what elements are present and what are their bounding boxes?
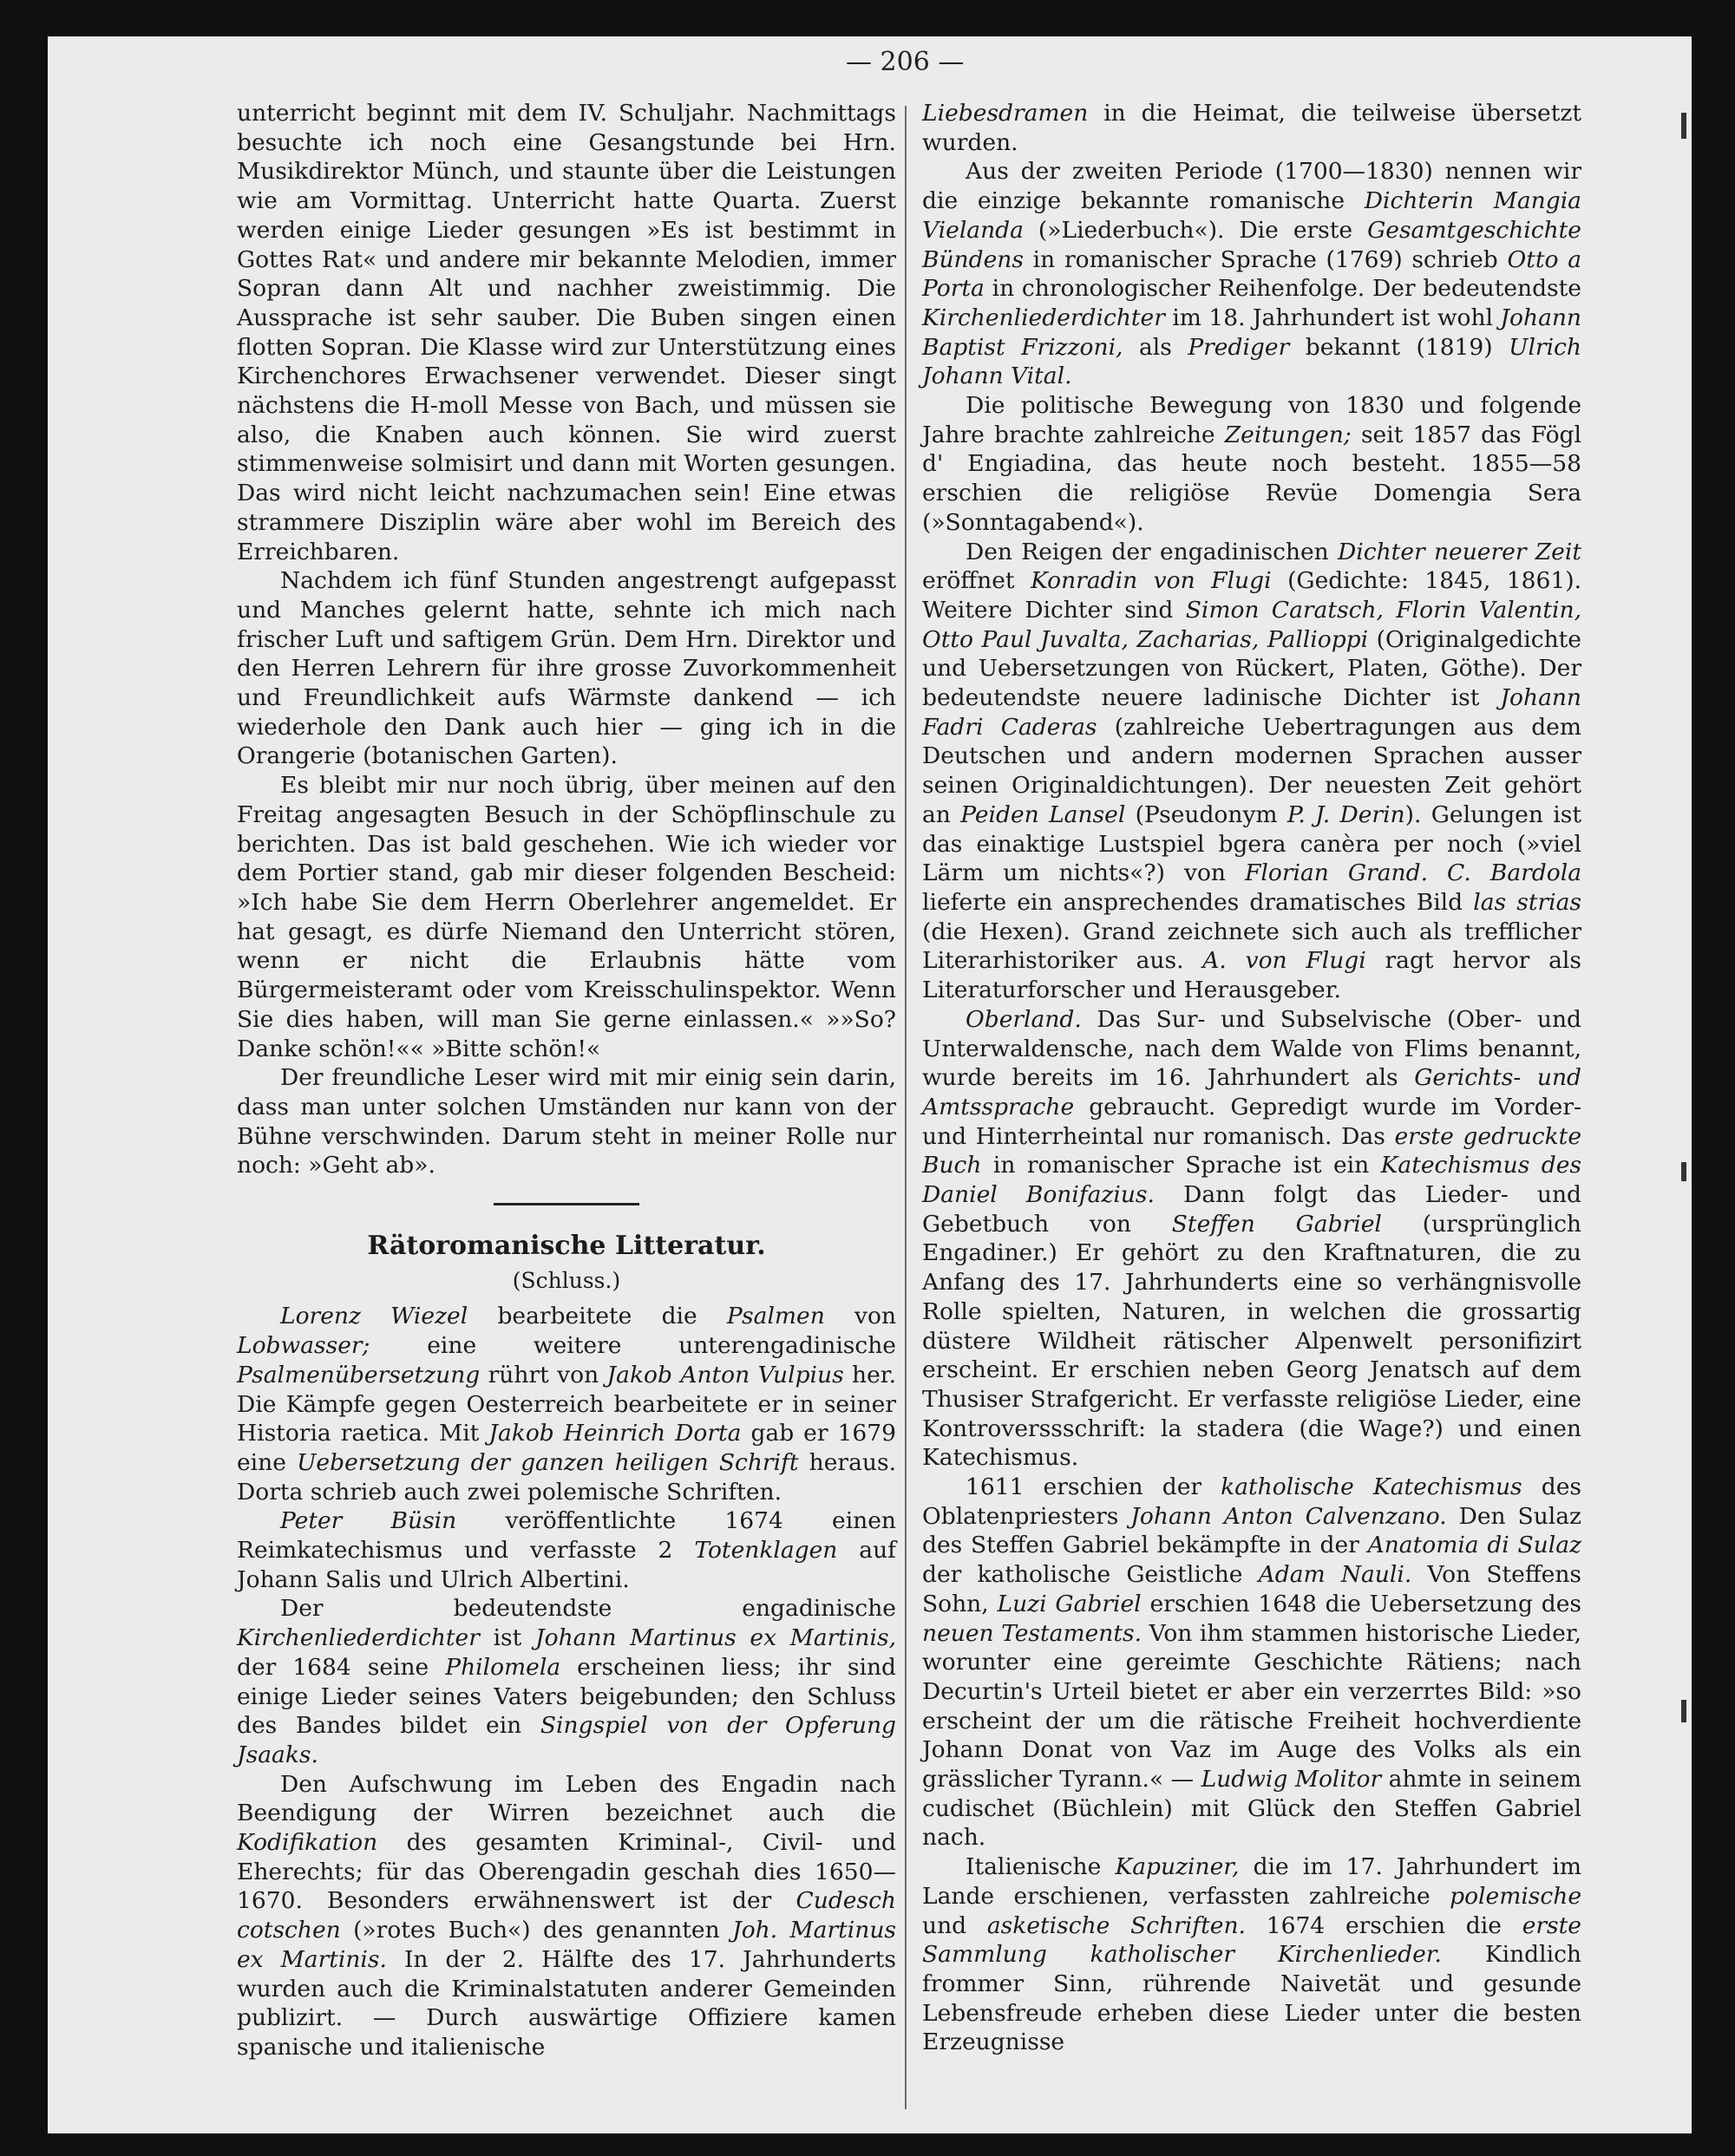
article-title: Rätoromanische Litteratur. xyxy=(367,1231,766,1262)
right-paragraphs xyxy=(922,99,1581,2057)
text-run: Nachdem ich fünf Stunden angestrengt aufgepasst und Manches gelernt hatte, sehnte ich mich nach frischer Luft und saftigem Grün. Dem Hrn. Direktor und den Herren Lehrern für ihre grosse Zuvorkommenheit und Freundlichkeit aufs Wärmste dankend — ich wiederhole den Dank auch hier — ging ich in die Orangerie (botanischen Garten). xyxy=(237,567,896,770)
column-divider xyxy=(905,106,907,2109)
edge-mark xyxy=(1681,113,1686,139)
italic-run: Ludwig Molitor xyxy=(1201,1766,1382,1793)
left-paragraphs-after xyxy=(237,1302,896,2061)
italic-run: Psalmenübersetzung xyxy=(237,1361,481,1388)
italic-run: Dichterin Mangia Vielanda xyxy=(922,187,1581,244)
text-run: bearbeitete die xyxy=(468,1303,727,1330)
italic-run: las strias xyxy=(1473,888,1582,916)
text-run: Von ihm stammen historische Lieder, worunter eine gereimte Geschichte Rätiens; nach Decurtin's Urteil bietet er aber ein verzerrtes Bild: »so erscheint der um die rätische Freiheit hochverdiente Johann Donat von Vaz im Auge des Volks als ein grässlicher Tyrann.« — xyxy=(922,1619,1582,1793)
italic-run: Cudesch cotschen xyxy=(237,1887,896,1944)
right-column xyxy=(922,99,1581,2057)
italic-run: katholische Katechismus xyxy=(1221,1473,1522,1501)
text-run: Kindlich frommer Sinn, rührende Naivetät und gesunde Lebensfreude erheben diese Lieder unter die besten Erzeugnisse xyxy=(922,1941,1581,2056)
italic-run: polemische xyxy=(1450,1882,1581,1910)
paragraph xyxy=(237,1770,896,2062)
paragraph xyxy=(922,391,1581,538)
italic-run: Singspiel von der Opferung Jsaaks. xyxy=(237,1712,896,1768)
text-run: Italienische xyxy=(966,1853,1116,1881)
italic-run: Otto a Porta xyxy=(922,245,1581,303)
italic-run: Jakob Anton Vulpius xyxy=(606,1361,844,1388)
text-run: eine weitere unterengadinische xyxy=(370,1332,896,1360)
italic-run: Florian Grand. C. Bardola xyxy=(1245,859,1581,887)
text-run: die im 17. Jahrhundert im Lande erschienen, verfassten zahlreiche xyxy=(922,1853,1581,1910)
text-run: auf Johann Salis und Ulrich Albertini. xyxy=(237,1537,896,1593)
text-run: Das Sur- und Subselvische (Ober- und Unterwaldensche, nach dem Walde von Flims benannt, wurde bereits im 16. Jahrhundert als xyxy=(922,1005,1581,1092)
text-run: (Gedichte: 1845, 1861). Weitere Dichter sind xyxy=(922,567,1581,624)
text-run: der katholische Geistliche xyxy=(922,1561,1259,1589)
text-run: ist xyxy=(479,1624,535,1652)
paragraph xyxy=(237,1594,896,1769)
paragraph xyxy=(922,1852,1581,2057)
text-run: (ursprünglich Engadiner.) Er gehört zu den Kraftnaturen, die zu Anfang des 17. Jahrhunderts eine so verhängnisvolle Rolle spielten, Naturen, in welchen die grossartig düstere Wildheit rätischer Alpenwelt personifizirt erscheint. Er erschien neben Georg Jenatsch auf dem Thusiser Strafgericht. Er verfasste religiöse Lieder, eine Kontroverssschrift: la stadera (die Wage?) und einen Katechismus. xyxy=(922,1210,1581,1472)
italic-run: Johann Baptist Frizzoni, xyxy=(922,304,1581,361)
text-run: (»rotes Buch«) des genannten xyxy=(340,1917,733,1944)
text-run: (Pseudonym xyxy=(1125,800,1287,828)
italic-run: Adam Nauli. xyxy=(1258,1561,1412,1589)
italic-run: Anatomia di Sulaz xyxy=(1367,1532,1581,1559)
edge-mark xyxy=(1681,1700,1686,1722)
paragraph xyxy=(922,99,1581,157)
italic-run: Gesamtgeschichte Bündens xyxy=(922,216,1581,273)
text-run: des Oblatenpriesters xyxy=(922,1473,1581,1530)
text-run: veröffentlichte 1674 einen Reimkatechismus und verfasste 2 xyxy=(237,1507,896,1565)
italic-run: Joh. Martinus ex Martinis. xyxy=(237,1917,897,1973)
text-run: Die politische Bewegung von 1830 und folgende Jahre brachte zahlreiche xyxy=(922,392,1581,448)
italic-run: Katechismus des Daniel Bonifazius. xyxy=(922,1152,1581,1209)
italic-run: Konradin von Flugi xyxy=(1031,567,1272,595)
text-run: Aus der zweiten Periode (1700—1830) nennen wir die einzige bekannte romanische xyxy=(922,158,1581,215)
text-run: heraus. Dorta schrieb auch zwei polemische Schriften. xyxy=(237,1448,896,1506)
text-run: Von Steffens Sohn, xyxy=(922,1561,1581,1617)
italic-run: Johann Fadri Caderas xyxy=(922,684,1581,741)
left-column xyxy=(237,99,896,2062)
page-number: — 206 — xyxy=(846,47,965,77)
italic-run: Peiden Lansel xyxy=(960,800,1126,828)
text-run: Dann folgt das Lieder- und Gebetbuch von xyxy=(922,1181,1581,1238)
text-run: her. Die Kämpfe gegen Oesterreich bearbeitete er in seiner Historia raetica. Mit xyxy=(237,1361,896,1447)
text-run: im 18. Jahrhundert ist wohl xyxy=(1164,304,1501,331)
text-run: Der bedeutendste engadinische xyxy=(280,1595,896,1623)
text-run: (»Liederbuch«). Die erste xyxy=(1023,216,1368,244)
text-run: (die Hexen). Grand zeichnete sich auch als trefflicher Literarhistoriker aus. xyxy=(922,918,1581,975)
italic-run: Steffen Gabriel xyxy=(1171,1210,1382,1238)
paragraph xyxy=(237,1302,896,1506)
italic-run: Uebersetzung der ganzen heiligen Schrift xyxy=(297,1448,799,1476)
italic-run: neuen Testaments. xyxy=(922,1619,1142,1647)
text-run: Den Reigen der engadinischen xyxy=(966,538,1339,565)
text-run: in die Heimat, die teilweise übersetzt wurden. xyxy=(922,100,1581,156)
italic-run: Totenklagen xyxy=(694,1537,838,1565)
italic-run: Oberland. xyxy=(966,1005,1082,1033)
section-rule xyxy=(494,1203,639,1205)
italic-run: Peter Büsin xyxy=(280,1507,457,1535)
italic-run: Jakob Heinrich Dorta xyxy=(488,1420,742,1447)
italic-run: Luzi Gabriel xyxy=(997,1590,1142,1617)
text-run: als xyxy=(1123,333,1188,361)
text-run: Der freundliche Leser wird mit mir einig sein darin, dass man unter solchen Umständen nur kann von der Bühne verschwinden. Darum steht in meiner Rolle nur noch: »Geht ab». xyxy=(237,1064,896,1179)
italic-run: Ulrich Johann Vital. xyxy=(922,333,1581,390)
italic-run: Psalmen xyxy=(726,1303,825,1330)
scanned-page xyxy=(48,36,1692,2133)
italic-run: erste Sammlung katholischer Kirchenlieder. xyxy=(922,1911,1581,1969)
italic-run: erste gedruckte Buch xyxy=(922,1122,1581,1179)
text-run: In der 2. Hälfte des 17. Jahrhunderts wurden auch die Kriminalstatuten anderer Gemeinden publizirt. — Durch auswärtige Offiziere kamen spanische und italienische xyxy=(237,1945,896,2061)
italic-run: Simon Caratsch, Florin Valentin, Otto Paul Juvalta, Zacharias, Pallioppi xyxy=(922,596,1581,653)
paragraph xyxy=(922,157,1581,391)
paragraph xyxy=(922,1005,1581,1473)
article-subtitle: (Schluss.) xyxy=(512,1267,621,1293)
text-run: ahmte in seinem cudischet (Büchlein) mit Glück den Steffen Gabriel nach. xyxy=(922,1766,1582,1852)
text-run: Den Sulaz des Steffen Gabriel bekämpfte in der xyxy=(922,1502,1581,1559)
text-run: bekannt (1819) xyxy=(1289,333,1509,361)
italic-run: Kirchenliederdichter xyxy=(237,1624,480,1652)
paragraph xyxy=(237,1506,896,1594)
italic-run: Philomela xyxy=(445,1653,561,1681)
text-run: des gesamten Kriminal-, Civil- und Eherechts; für das Oberengadin geschah dies 1650—1670. Besonders erwähnenswert ist der xyxy=(237,1829,896,1915)
italic-run: P. J. Derin xyxy=(1287,800,1405,828)
italic-run: Johann Martinus ex Martinis, xyxy=(535,1624,896,1652)
text-run: und xyxy=(922,1911,987,1939)
italic-run: Lorenz Wiezel xyxy=(280,1303,468,1330)
paragraph xyxy=(237,1063,896,1180)
italic-run: Gerichts- und Amtssprache xyxy=(922,1064,1581,1120)
italic-run: Johann Anton Calvenzano. xyxy=(1130,1502,1447,1530)
italic-run: Lobwasser; xyxy=(237,1332,370,1360)
italic-run: Kirchenliederdichter xyxy=(922,304,1165,331)
text-run: rührt von xyxy=(480,1361,607,1388)
italic-run: Zeitungen; xyxy=(1224,421,1352,448)
text-run: lieferte ein ansprechendes dramatisches Bild xyxy=(922,888,1474,916)
text-run: Den Aufschwung im Leben des Engadin nach Beendigung der Wirren bezeichnet auch die xyxy=(237,1770,896,1827)
text-run: in romanischer Sprache ist ein xyxy=(981,1152,1381,1179)
text-run: erscheinen liess; ihr sind einige Lieder seines Vaters beigebunden; den Schluss des Bandes bildet ein xyxy=(237,1653,896,1740)
text-run: (Originalgedichte und Uebersetzungen von Rückert, Platen, Göthe). Der bedeutendste neuere ladinische Dichter ist xyxy=(922,625,1581,712)
text-run: gebraucht. Gepredigt wurde im Vorder- und Hinterrheintal nur romanisch. Das xyxy=(922,1093,1581,1150)
paragraph xyxy=(922,538,1581,1005)
left-paragraphs-before xyxy=(237,99,896,1180)
italic-run: Dichter neuerer Zeit xyxy=(1338,538,1581,565)
text-run: in chronologischer Reihenfolge. Der bedeutendste xyxy=(984,275,1581,303)
paragraph xyxy=(237,771,896,1063)
italic-run: asketische Schriften. xyxy=(986,1911,1246,1939)
text-run: erschien 1648 die Uebersetzung des xyxy=(1141,1590,1581,1617)
text-run: gab er 1679 eine xyxy=(237,1420,896,1476)
paragraph xyxy=(922,1473,1581,1852)
text-run: 1611 erschien der xyxy=(966,1473,1221,1501)
italic-run: Kodifikation xyxy=(237,1829,378,1857)
paragraph xyxy=(237,99,896,566)
edge-mark xyxy=(1681,1162,1686,1181)
text-run: ). Gelungen ist das einaktige Lustspiel bgera canèra per noch (»viel Lärm um nichts«?) von xyxy=(922,800,1581,887)
text-run: Es bleibt mir nur noch übrig, über meinen auf den Freitag angesagten Besuch in der Schöpflinschule zu berichten. Das ist bald geschehen. Wie ich wieder vor dem Portier stand, gab mir dieser folgenden Bescheid: »Ich habe Sie dem Herrn Oberlehrer angemeldet. Er hat gesagt, es dürfe Niemand den Unterricht stören, wenn er nicht die Erlaubnis hätte vom Bürgermeisteramt oder vom Kreisschulinspektor. Wenn Sie dies haben, will man Sie gerne einlassen.« »»So? Danke schön!«« »Bitte schön!« xyxy=(237,772,896,1062)
paragraph xyxy=(237,566,896,771)
text-run: von xyxy=(824,1303,897,1330)
text-run: in romanischer Sprache (1769) schrieb xyxy=(1023,245,1508,273)
text-run: ragt hervor als Literaturforscher und Herausgeber. xyxy=(922,947,1581,1004)
text-run: unterricht beginnt mit dem IV. Schuljahr. Nachmittags besuchte ich noch eine Gesangstunde bei Hrn. Musikdirektor Münch, und staunte über die Leistungen wie am Vormittag. Unterricht hatte Quarta. Zuerst werden einige Lieder gesungen »Es ist bestimmt in Gottes Rat« und andere mir bekannte Melodien, immer Sopran dann Alt und nachher zweistimmig. Die Aussprache ist sehr sauber. Die Buben singen einen flotten Sopran. Die Klasse wird zur Unterstützung eines Kirchenchores Erwachsener verwendet. Dieser singt nächstens die H-moll Messe von Bach, und müssen sie also, die Knaben auch können. Sie wird zuerst stimmenweise solmisirt und dann mit Worten gesungen. Das wird nicht leicht nachzumachen sein! Eine etwas strammere Disziplin wäre aber wohl im Bereich des Erreichbaren. xyxy=(237,100,896,565)
italic-run: Kapuziner, xyxy=(1115,1853,1240,1881)
text-run: (zahlreiche Uebertragungen aus dem Deutschen und andern modernen Sprachen ausser seinen Originaldichtungen). Der neuesten Zeit gehört an xyxy=(922,713,1581,828)
italic-run: A. von Flugi xyxy=(1202,947,1366,975)
italic-run: Liebesdramen xyxy=(922,100,1089,127)
text-run: eröffnet xyxy=(922,567,1031,595)
text-run: seit 1857 das Fögl d' Engiadina, das heute noch besteht. 1855—58 erschien die religiöse Revüe Domengia Sera (»Sonntagabend«). xyxy=(922,421,1581,536)
text-run: 1674 erschien die xyxy=(1245,1911,1522,1939)
italic-run: Prediger xyxy=(1188,333,1290,361)
text-run: der 1684 seine xyxy=(237,1653,446,1681)
